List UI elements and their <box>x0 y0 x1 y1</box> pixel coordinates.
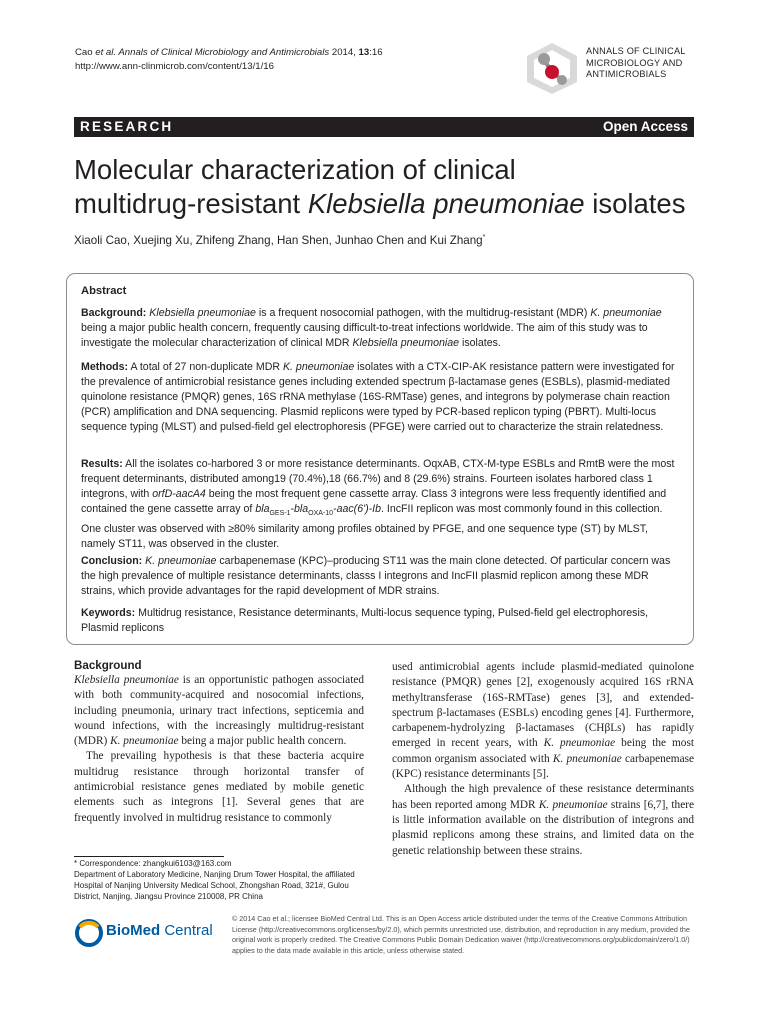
body-right-column <box>392 660 694 859</box>
footnote-divider <box>74 856 224 857</box>
correspondence-email[interactable]: * Correspondence: zhangkui6103@163.com <box>74 859 232 868</box>
abstract-conclusion: Conclusion: K. pneumoniae carbapenemase (KPC)–producing ST11 was the main clone detected. Of particular concern was the high prevalence of multiple resistance determinants, classs I integrons and IncFII plasmid replicon among these MDR strains, which provide advantages for the rapid development of MDR strains. <box>81 555 671 597</box>
body-paragraph: The prevailing hypothesis is that these bacteria acquire multidrug resistance through horizontal transfer of antimicrobial resistance genes mediated by mobile genetic elements such as integrons [1]. Several genes that are frequently involved in multidrug resistance to commonly <box>74 750 364 824</box>
article-url[interactable]: http://www.ann-clinmicrob.com/content/13/1/16 <box>75 61 274 72</box>
article-title: Molecular characterization of clinical multidrug-resistant Klebsiella pneumoniae isolates <box>74 154 686 219</box>
background-heading: Background <box>74 659 142 672</box>
citation: Cao et al. Annals of Clinical Microbiology and Antimicrobials 2014, 13:16 http://www.ann-clinmicrob.com/content/13/1/16 <box>75 47 383 72</box>
journal-name: ANNALS OF CLINICAL MICROBIOLOGY AND ANTIMICROBIALS <box>586 46 686 79</box>
abstract-keywords: Keywords: Multidrug resistance, Resistance determinants, Multi-locus sequence typing, Pulsed-field gel electrophoresis, Plasmid replicons <box>81 607 649 634</box>
affiliation: Department of Laboratory Medicine, Nanjing Drum Tower Hospital, the affiliated Hospital of Nanjing University Medical School, Zhongshan Road, 321#, Gulou District, Nanjing, Jiangsu Province 210008, PR China <box>74 870 355 901</box>
abstract-methods: Methods: A total of 27 non-duplicate MDR K. pneumoniae isolates with a CTX-CIP-AK resistance pattern were investigated for the prevalence of antimicrobial resistance genes including extended spectrum β-lactamase genes (ESBLs), plasmid-mediated quinolone resistance (PMQR) genes, 16S rRNA methylase (16S-RMTase) genes, and integrons by polymerase chain reaction (PCR) amplification and DNA sequencing. Plasmid replicons were typed by PCR-based replicon typing (PBRT). Multi-locus sequence typing (MLST) and pulsed-field gel electrophoresis (PFGE) were carried out to characterize the strain relatedness. <box>81 361 675 433</box>
journal-logo-icon <box>522 40 582 96</box>
abstract-heading: Abstract <box>81 285 127 297</box>
footnote <box>74 858 374 902</box>
abstract-results: Results: All the isolates co-harbored 3 or more resistance determinants. OqxAB, CTX-M-type ESBLs and RmtB were the most frequent determinants, distributed among19 (70.4%),18 (66.7%) and 8 (29.6%) strains. Fourteen isolates harbored class 1 integrons, with orfD-aacA4 being the most frequent gene cassette array. Class 3 integrons were less frequently identified and contained the gene cassette array of bla$_{GES-1}$-bla$_{OXA-10}$-aac(6')-Ib. IncFII replicon was most commonly found in this collection. One cluster was observed with ≥80% similarity among profiles obtained by PFGE, and one sequence type (ST) by MLST, namely ST11, was observed in the cluster. <box>81 458 675 550</box>
author-list: Xiaoli Cao, Xuejing Xu, Zhifeng Zhang, Han Shen, Junhao Chen and Kui Zhang* <box>74 234 486 247</box>
body-paragraph: used antimicrobial agents include plasmid-mediated quinolone resistance (PMQR) genes [2], exogenously acquired 16S rRNA methyltransferase (16S-RMTase) genes [3], and extended-spectrum β-lactamases (ESBLs) encoding genes [4]. Furthermore, carbapenem-hydrolyzing β-lactamases (CHβLs) has rapidly emerged in recent years, with K. pneumoniae being the most common organism associated with K. pneumoniae carbapenemase (KPC) resistance determinants [5]. <box>392 661 694 781</box>
biomed-central-wordmark: BioMed Central <box>106 922 213 939</box>
open-access-label: Open Access <box>602 119 688 134</box>
license-statement: © 2014 Cao et al.; licensee BioMed Central Ltd. This is an Open Access article distributed under the terms of the Creative Commons Attribution License (http://creativecommons.org/licenses/by/2.0), which permits unrestricted use, distribution, and reproduction in any medium, provided the original work is properly credited. The Creative Commons Public Domain Dedication waiver (http://creativecommons.org/publicdomain/zero/1.0/) applies to the data made available in this article, unless otherwise stated. <box>232 914 690 955</box>
corresponding-author-mark: * <box>482 234 486 242</box>
body-left-column <box>74 659 364 826</box>
abstract-background: Background: Klebsiella pneumoniae is a frequent nosocomial pathogen, with the multidrug-resistant (MDR) K. pneumoniae being a major public health concern, frequently causing difficult-to-treat infections worldwide. The aim of this study was to investigate the molecular characterization of clinical MDR Klebsiella pneumoniae isolates. <box>81 307 662 349</box>
article-type-label: RESEARCH <box>80 119 174 134</box>
body-paragraph: Klebsiella pneumoniae is an opportunistic pathogen associated with both community-acquired and nosocomial infections, including pneumonia, urinary tract infections, septicemia and wound infections, with the increasingly multidrug-resistant (MDR) K. pneumoniae being a major public health concern. <box>74 674 364 748</box>
body-paragraph: Although the high prevalence of these resistance determinants has been reported among MDR K. pneumoniae strains [6,7], there is little information available on the distribution of integrons and plasmid replicons among these strains, and limited data on the genetic relationship between these strains. <box>392 783 694 857</box>
